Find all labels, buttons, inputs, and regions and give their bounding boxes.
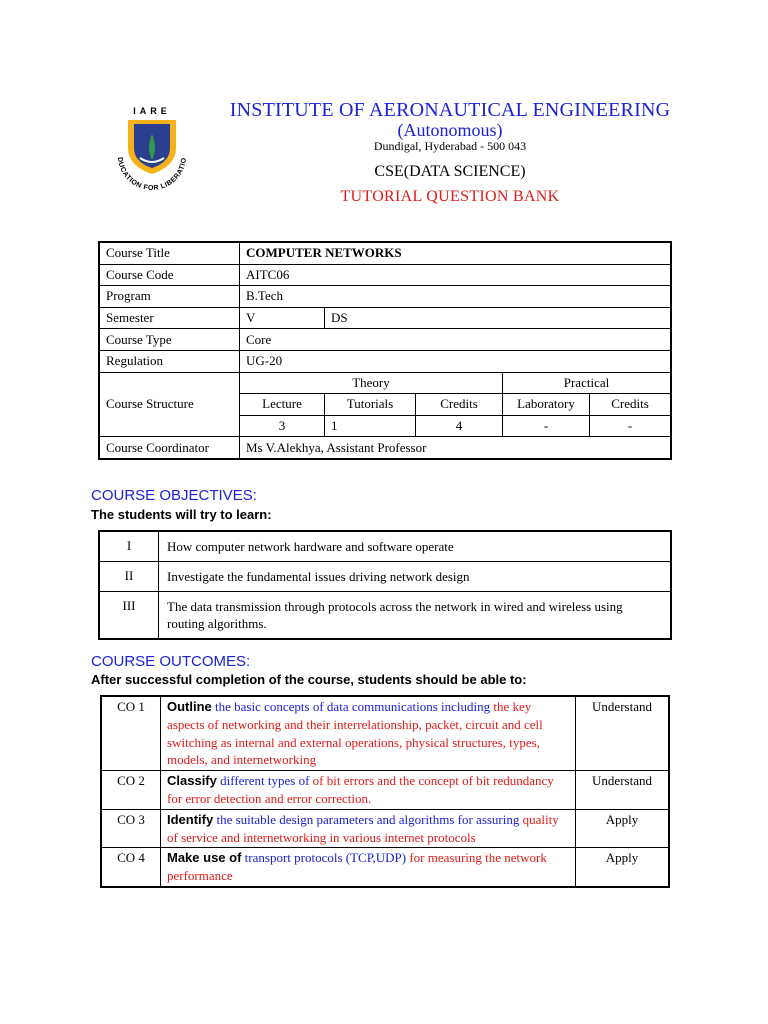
objective-number: III	[99, 592, 159, 640]
course-code-label: Course Code	[99, 264, 240, 286]
document-title: TUTORIAL QUESTION BANK	[340, 188, 560, 205]
laboratory-header: Laboratory	[503, 394, 590, 416]
lecture-header: Lecture	[240, 394, 325, 416]
course-info-table	[98, 241, 672, 460]
outcome-code: CO 2	[101, 771, 161, 810]
outcomes-heading: COURSE OUTCOMES:	[91, 653, 251, 670]
course-title-value: COMPUTER NETWORKS	[240, 242, 672, 264]
outcome-text	[161, 696, 576, 771]
semester-branch: DS	[325, 307, 672, 329]
outcome-blue-text: transport protocols (TCP,UDP)	[244, 850, 407, 866]
regulation-label: Regulation	[99, 350, 240, 372]
program-label: Program	[99, 286, 240, 308]
outcome-level: Apply	[576, 809, 670, 848]
outcome-level: Understand	[576, 696, 670, 771]
program-value: B.Tech	[240, 286, 672, 308]
address: Dundigal, Hyderabad - 500 043	[373, 139, 527, 153]
objectives-heading: COURSE OBJECTIVES:	[91, 487, 257, 504]
department: CSE(DATA SCIENCE)	[374, 163, 526, 180]
autonomous-label: (Autonomous)	[397, 120, 503, 140]
outcome-blue-text: different types of	[220, 773, 310, 789]
outcomes-subheading: After successful completion of the course, students should be able to:	[91, 672, 527, 687]
tutorials-header: Tutorials	[325, 394, 416, 416]
outcome-text	[161, 848, 576, 887]
institute-logo	[106, 104, 198, 206]
svg-text:EDUCATION FOR LIBERATION: DUCATION FOR LIBERATIO	[115, 156, 189, 193]
outcome-text	[161, 809, 576, 848]
objective-text: The data transmission through protocols across the network in wired and wireless using routing algorithms.	[159, 592, 672, 640]
course-structure-label: Course Structure	[99, 372, 240, 437]
outcome-row	[101, 848, 669, 887]
outcome-verb: Identify	[167, 811, 214, 827]
outcome-red-text: for measuring the network performance	[167, 850, 547, 884]
outcome-code: CO 4	[101, 848, 161, 887]
coordinator-value: Ms V.Alekhya, Assistant Professor	[240, 437, 672, 459]
objective-row	[99, 592, 671, 640]
laboratory-value: -	[503, 415, 590, 437]
tutorials-value: 1	[325, 415, 416, 437]
outcome-red-text: of bit errors and the concept of bit redundancy for error detection and error correction.	[167, 773, 554, 806]
objectives-subheading: The students will try to learn:	[91, 507, 272, 522]
practical-header: Practical	[503, 372, 672, 394]
semester-label: Semester	[99, 307, 240, 329]
lecture-value: 3	[240, 415, 325, 437]
outcome-row	[101, 696, 669, 771]
outcome-blue-text: the suitable design parameters and algorithms for assuring	[216, 811, 520, 827]
outcome-level: Understand	[576, 771, 670, 810]
outcome-row	[101, 809, 669, 848]
outcome-text	[161, 771, 576, 810]
course-code-value: AITC06	[240, 264, 672, 286]
practical-credits-header: Credits	[590, 394, 672, 416]
outcomes-table	[100, 695, 670, 888]
regulation-value: UG-20	[240, 350, 672, 372]
outcome-row	[101, 771, 669, 810]
theory-header: Theory	[240, 372, 503, 394]
outcome-verb: Outline	[167, 699, 212, 714]
coordinator-label: Course Coordinator	[99, 437, 240, 459]
course-type-label: Course Type	[99, 329, 240, 351]
svg-text:IARE: IARE	[133, 106, 171, 116]
outcome-red-text: the key aspects of networking and their interrelationship, packet, circuit and cell switching as internal and external operations, physical structures, types, models, and internetworking	[167, 699, 543, 768]
semester-value: V	[240, 307, 325, 329]
outcome-verb: Make use of	[167, 850, 242, 866]
outcome-code: CO 1	[101, 696, 161, 771]
institute-name: INSTITUTE OF AERONAUTICAL ENGINEERING	[229, 99, 671, 121]
outcome-blue-text: the basic concepts of data communications including	[215, 699, 491, 714]
outcome-code: CO 3	[101, 809, 161, 848]
objective-number: II	[99, 562, 159, 592]
outcome-red-text: quality of service and internetworking in various internet protocols	[167, 811, 559, 845]
objective-text: How computer network hardware and software operate	[159, 531, 672, 562]
objective-text: Investigate the fundamental issues driving network design	[159, 562, 672, 592]
objectives-table	[98, 530, 672, 640]
outcome-level: Apply	[576, 848, 670, 887]
course-title-label: Course Title	[99, 242, 240, 264]
outcome-verb: Classify	[167, 773, 217, 789]
course-type-value: Core	[240, 329, 672, 351]
practical-credits-value: -	[590, 415, 672, 437]
objective-row	[99, 562, 671, 592]
objective-row	[99, 531, 671, 562]
objective-number: I	[99, 531, 159, 562]
credits-header: Credits	[416, 394, 503, 416]
credits-value: 4	[416, 415, 503, 437]
